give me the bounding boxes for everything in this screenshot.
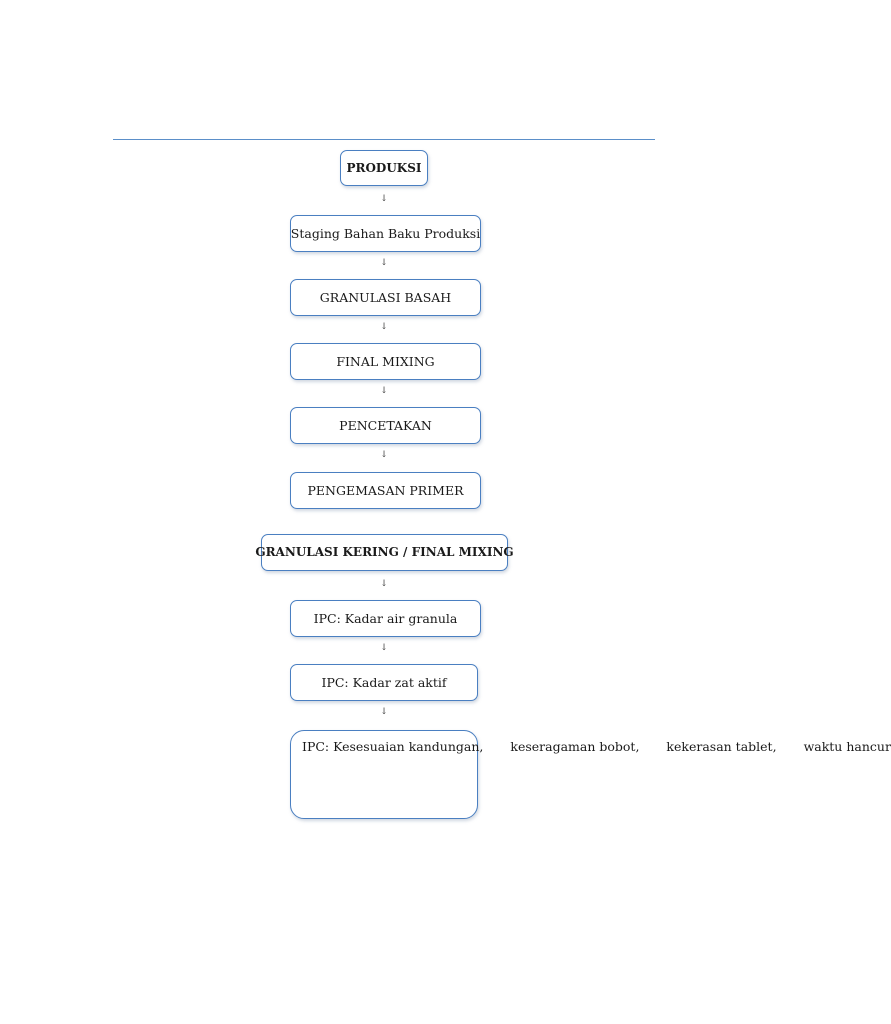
node-ipc-final-line-2: keseragaman bobot, (510, 739, 640, 754)
node-ipc-kesesuaian-kandungan[interactable] (290, 730, 891, 819)
node-granulasi-kering-label: GRANULASI KERING / FINAL MIXING (255, 545, 514, 560)
node-final-mixing-label: FINAL MIXING (336, 354, 435, 369)
node-granulasi-basah[interactable] (290, 279, 481, 316)
node-produksi[interactable] (340, 150, 428, 186)
node-ipc-final-line-1: IPC: Kesesuaian kandungan, (302, 739, 484, 754)
arrow-down-icon: ↓ (380, 322, 388, 332)
top-divider-line (113, 139, 655, 140)
arrow-down-icon: ↓ (380, 579, 388, 589)
arrow-down-icon: ↓ (380, 258, 388, 268)
node-ipc-kadar-air-granula[interactable] (290, 600, 481, 637)
node-staging-bahan-baku[interactable] (290, 215, 481, 252)
node-pengemasan-primer-label: PENGEMASAN PRIMER (307, 483, 464, 498)
arrow-down-icon: ↓ (380, 643, 388, 653)
arrow-down-icon: ↓ (380, 450, 388, 460)
node-pengemasan-primer[interactable] (290, 472, 481, 509)
node-pencetakan[interactable] (290, 407, 481, 444)
arrow-down-icon: ↓ (380, 194, 388, 204)
node-granulasi-basah-label: GRANULASI BASAH (319, 290, 452, 305)
node-ipc-final-line-4: waktu hancur (803, 739, 891, 754)
arrow-down-icon: ↓ (380, 386, 388, 396)
node-ipc-final-line-3: kekerasan tablet, (666, 739, 777, 754)
node-ipc-kadar-zat-aktif[interactable] (290, 664, 478, 701)
node-final-mixing[interactable] (290, 343, 481, 380)
node-pencetakan-label: PENCETAKAN (339, 418, 432, 433)
node-ipc-kadar-zat-label: IPC: Kadar zat aktif (321, 675, 447, 690)
node-staging-label: Staging Bahan Baku Produksi (290, 226, 481, 241)
node-granulasi-kering-final-mixing[interactable] (255, 534, 514, 571)
node-produksi-label: PRODUKSI (346, 160, 422, 175)
arrow-down-icon: ↓ (380, 707, 388, 717)
node-ipc-kadar-air-label: IPC: Kadar air granula (313, 611, 458, 626)
